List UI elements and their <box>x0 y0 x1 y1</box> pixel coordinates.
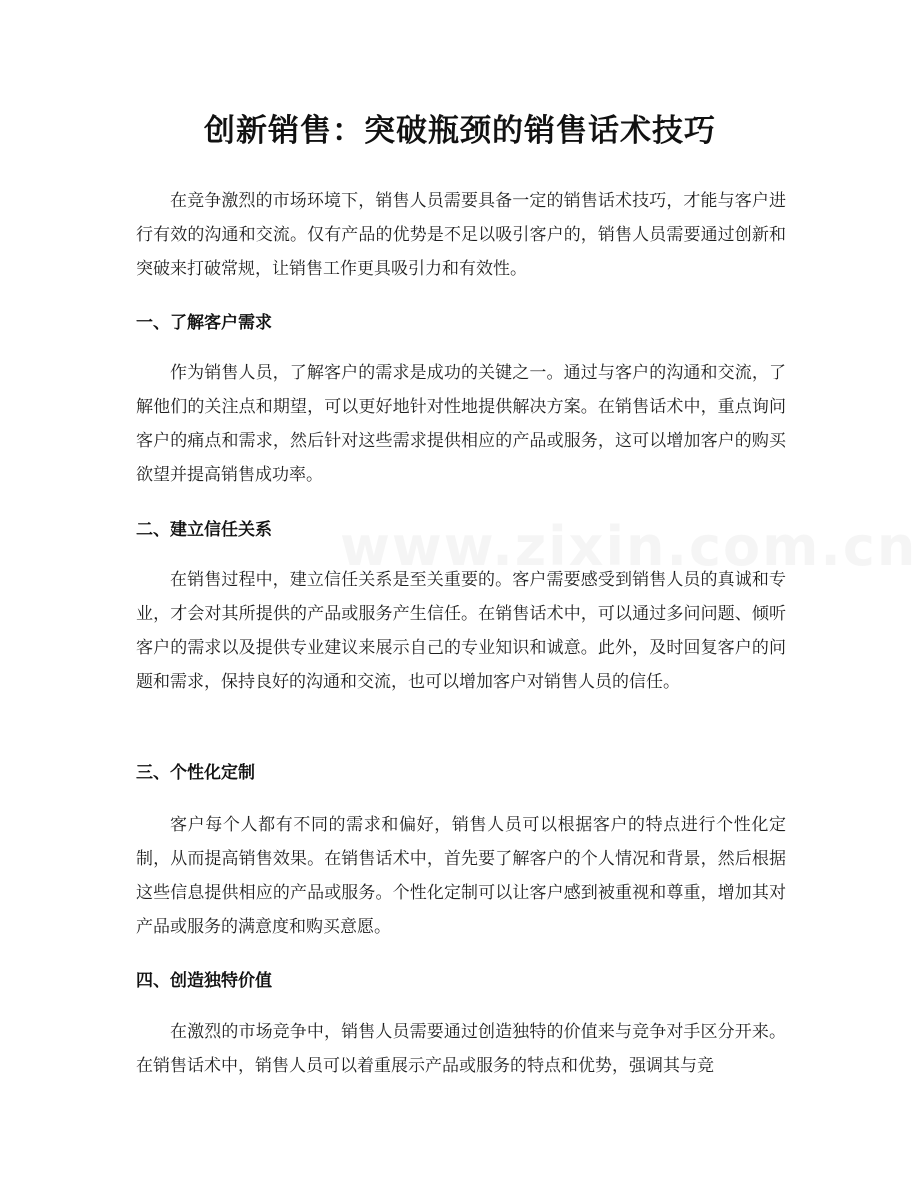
section-heading-4: 四、创造独特价值 <box>136 971 272 991</box>
section-body-3: 客户每个人都有不同的需求和偏好，销售人员可以根据客户的特点进行个性化定制，从而提高销售效果。在销售话术中，首先要了解客户的个人情况和背景，然后根据这些信息提供相应的产品或服务。个性化定制可以让客户感到被重视和尊重，增加其对产品或服务的满意度和购买意愿。 <box>136 815 786 937</box>
intro-paragraph: 在竞争激烈的市场环境下，销售人员需要具备一定的销售话术技巧，才能与客户进行有效的沟通和交流。仅有产品的优势是不足以吸引客户的，销售人员需要通过创新和突破来打破常规，让销售工作更具吸引力和有效性。 <box>136 191 786 279</box>
section-body-2: 在销售过程中，建立信任关系是至关重要的。客户需要感受到销售人员的真诚和专业，才会对其所提供的产品或服务产生信任。在销售话术中，可以通过多问问题、倾听客户的需求以及提供专业建议来展示自己的专业知识和诚意。此外，及时回复客户的问题和需求，保持良好的沟通和交流，也可以增加客户对销售人员的信任。 <box>136 570 786 692</box>
watermark: www.zixin.com.cn <box>340 515 918 578</box>
section-heading-1: 一、了解客户需求 <box>136 313 272 333</box>
section-heading-2: 二、建立信任关系 <box>136 520 272 540</box>
section-heading-3: 三、个性化定制 <box>136 763 255 783</box>
section-body-1: 作为销售人员，了解客户的需求是成功的关键之一。通过与客户的沟通和交流，了解他们的关注点和期望，可以更好地针对性地提供解决方案。在销售话术中，重点询问客户的痛点和需求，然后针对这些需求提供相应的产品或服务，这可以增加客户的购买欲望并提高销售成功率。 <box>136 363 786 485</box>
document-title: 创新销售：突破瓶颈的销售话术技巧 <box>204 113 716 149</box>
section-body-4: 在激烈的市场竞争中，销售人员需要通过创造独特的价值来与竞争对手区分开来。在销售话术中，销售人员可以着重展示产品或服务的特点和优势，强调其与竞 <box>136 1022 786 1076</box>
